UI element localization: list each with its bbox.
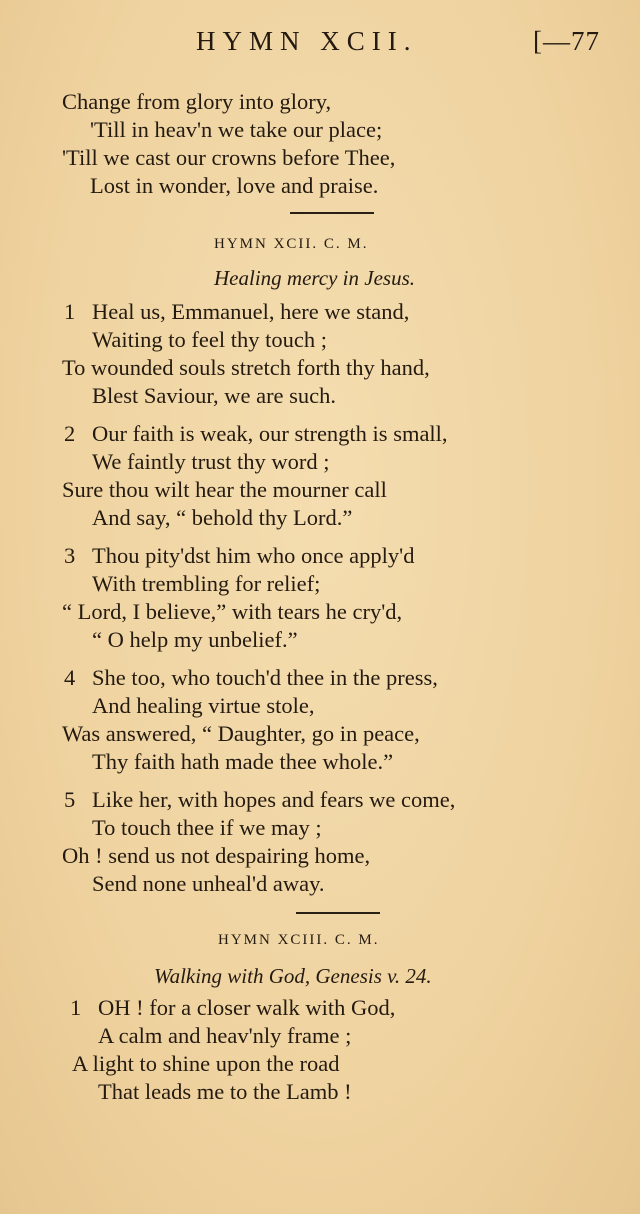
verse-line: Like her, with hopes and fears we come, bbox=[92, 787, 456, 812]
verse-line: A calm and heav'nly frame ; bbox=[98, 1023, 352, 1048]
stanza-line: Change from glory into glory, bbox=[62, 89, 332, 114]
running-head-title: HYMN XCII. bbox=[196, 26, 418, 56]
verse-line: To touch thee if we may ; bbox=[92, 815, 322, 840]
verse-line: She too, who touch'd thee in the press, bbox=[92, 665, 438, 690]
verse-line: Was answered, “ Daughter, go in peace, bbox=[62, 721, 420, 746]
verse-line: Sure thou wilt hear the mourner call bbox=[62, 477, 387, 502]
verse-line: Thy faith hath made thee whole.” bbox=[92, 749, 394, 774]
stanza-line: 'Till we cast our crowns before Thee, bbox=[62, 145, 396, 170]
verse-number: 3 bbox=[64, 543, 76, 568]
verse-line: That leads me to the Lamb ! bbox=[98, 1079, 352, 1104]
hymn-heading: HYMN XCII. C. M. bbox=[214, 236, 369, 252]
running-head bbox=[0, 26, 640, 60]
verse-line: We faintly trust thy word ; bbox=[92, 449, 330, 474]
verse-number: 2 bbox=[64, 421, 76, 446]
stanza-line: 'Till in heav'n we take our place; bbox=[90, 117, 383, 142]
verse-line: OH ! for a closer walk with God, bbox=[98, 995, 396, 1020]
hymn-subtitle: Healing mercy in Jesus. bbox=[214, 266, 415, 290]
verse-line: Send none unheal'd away. bbox=[92, 871, 325, 896]
verse-line: To wounded souls stretch forth thy hand, bbox=[62, 355, 430, 380]
verse-line: “ O help my unbelief.” bbox=[92, 627, 298, 652]
verse-line: Waiting to feel thy touch ; bbox=[92, 327, 328, 352]
verse-line: Thou pity'dst him who once apply'd bbox=[92, 543, 415, 568]
verse-number: 1 bbox=[70, 995, 82, 1020]
verse-number: 5 bbox=[64, 787, 76, 812]
verse-line: “ Lord, I believe,” with tears he cry'd, bbox=[62, 599, 403, 624]
verse-line: Our faith is weak, our strength is small, bbox=[92, 421, 448, 446]
verse-line: A light to shine upon the road bbox=[72, 1051, 340, 1076]
hymn-subtitle: Walking with God, Genesis v. 24. bbox=[154, 964, 432, 988]
verse-number: 4 bbox=[64, 665, 76, 690]
section-divider bbox=[296, 912, 380, 914]
hymn-heading: HYMN XCIII. C. M. bbox=[218, 932, 380, 948]
verse-line: And say, “ behold thy Lord.” bbox=[92, 505, 353, 530]
stanza-line: Lost in wonder, love and praise. bbox=[90, 173, 379, 198]
verse-number: 1 bbox=[64, 299, 76, 324]
verse-line: Blest Saviour, we are such. bbox=[92, 383, 337, 408]
verse-line: And healing virtue stole, bbox=[92, 693, 315, 718]
verse-line: Oh ! send us not despairing home, bbox=[62, 843, 371, 868]
verse-line: With trembling for relief; bbox=[92, 571, 321, 596]
page-number: [—77 bbox=[533, 26, 600, 56]
section-divider bbox=[290, 212, 374, 214]
verse-line: Heal us, Emmanuel, here we stand, bbox=[92, 299, 410, 324]
